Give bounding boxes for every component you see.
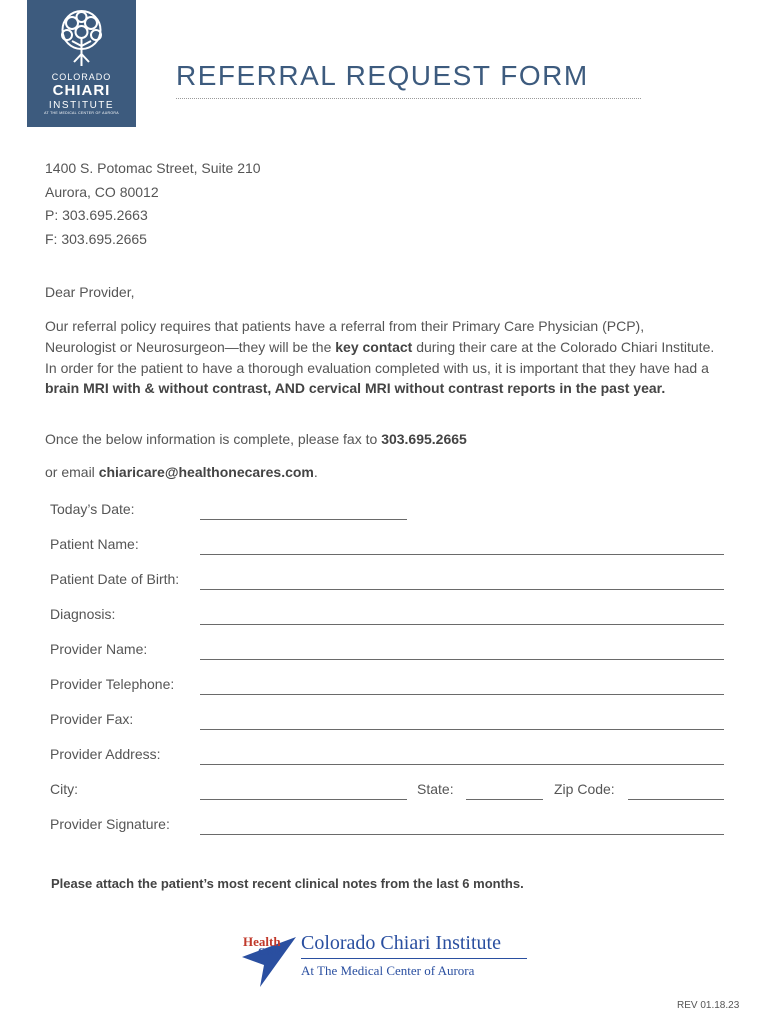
- footer-institute-subtitle: At The Medical Center of Aurora: [301, 963, 475, 978]
- address-block: [45, 157, 261, 251]
- tree-brain-icon: [54, 8, 109, 68]
- provider-address-label: Provider Address:: [50, 746, 161, 762]
- email-address: chiaricare@healthonecares.com: [98, 464, 314, 480]
- address-phone: P: 303.695.2663: [45, 207, 148, 223]
- email-instruction: [45, 464, 715, 480]
- todays-date-field[interactable]: [200, 519, 407, 520]
- patient-name-field[interactable]: [200, 554, 724, 555]
- chiari-institute-logo: [27, 0, 136, 127]
- greeting: Dear Provider,: [45, 284, 135, 300]
- diagnosis-field[interactable]: [200, 624, 724, 625]
- logo-text-colorado: COLORADO: [51, 72, 112, 82]
- city-field[interactable]: [200, 799, 407, 800]
- zip-field[interactable]: [628, 799, 724, 800]
- state-field[interactable]: [466, 799, 543, 800]
- zip-label: Zip Code:: [554, 781, 615, 797]
- patient-dob-label: Patient Date of Birth:: [50, 571, 180, 587]
- page-title: REFERRAL REQUEST FORM: [176, 60, 589, 91]
- healthone-health-text: Health: [243, 934, 281, 949]
- patient-name-label: Patient Name:: [50, 536, 139, 552]
- policy-text-2: during their care at the Colorado Chiari Institute. In order for the patient to have a thorough evaluation completed with us, it is important that they have had a: [45, 338, 715, 376]
- patient-dob-field[interactable]: [200, 589, 724, 590]
- policy-text-1: Our referral policy requires that patients have a referral from their Primary Care Physician (PCP), Neurologist or Neurosurgeon—they will be the: [45, 318, 645, 355]
- todays-date-label: Today’s Date:: [50, 501, 135, 517]
- policy-key-contact: key contact: [335, 338, 413, 355]
- provider-name-label: Provider Name:: [50, 641, 148, 657]
- address-street: 1400 S. Potomac Street, Suite 210: [45, 160, 261, 176]
- provider-name-field[interactable]: [200, 659, 724, 660]
- logo-text-chiari: CHIARI: [52, 82, 111, 99]
- policy-mri-requirement: brain MRI with & without contrast, AND cervical MRI without contrast reports in the past year.: [45, 380, 666, 397]
- provider-telephone-field[interactable]: [200, 694, 724, 695]
- provider-telephone-label: Provider Telephone:: [50, 676, 175, 692]
- healthone-one-text: ONE: [258, 946, 282, 958]
- title-divider: [176, 98, 641, 99]
- logo-text-institute: INSTITUTE: [48, 100, 115, 111]
- state-label: State:: [417, 781, 454, 797]
- footer-institute-name: Colorado Chiari Institute: [301, 932, 501, 954]
- email-prefix: or email: [45, 464, 99, 480]
- email-suffix: .: [313, 464, 318, 480]
- provider-signature-field[interactable]: [200, 834, 724, 835]
- footer-logo-divider: [301, 958, 527, 959]
- revision-label: REV 01.18.23: [677, 1000, 740, 1011]
- fax-prefix: Once the below information is complete, please fax to: [45, 431, 382, 447]
- fax-instruction: [45, 431, 715, 447]
- address-fax: F: 303.695.2665: [45, 230, 147, 247]
- provider-fax-field[interactable]: [200, 729, 724, 730]
- fax-number: 303.695.2665: [381, 431, 467, 447]
- provider-fax-label: Provider Fax:: [50, 711, 134, 727]
- city-label: City:: [50, 781, 78, 797]
- provider-signature-label: Provider Signature:: [50, 816, 170, 832]
- address-city: Aurora, CO 80012: [45, 183, 159, 200]
- referral-policy-paragraph: [45, 316, 715, 399]
- diagnosis-label: Diagnosis:: [50, 606, 116, 622]
- logo-text-tagline: AT THE MEDICAL CENTER OF AURORA: [44, 111, 119, 115]
- clinical-notes-instruction: Please attach the patient’s most recent clinical notes from the last 6 months.: [51, 876, 524, 891]
- provider-address-field[interactable]: [200, 764, 724, 765]
